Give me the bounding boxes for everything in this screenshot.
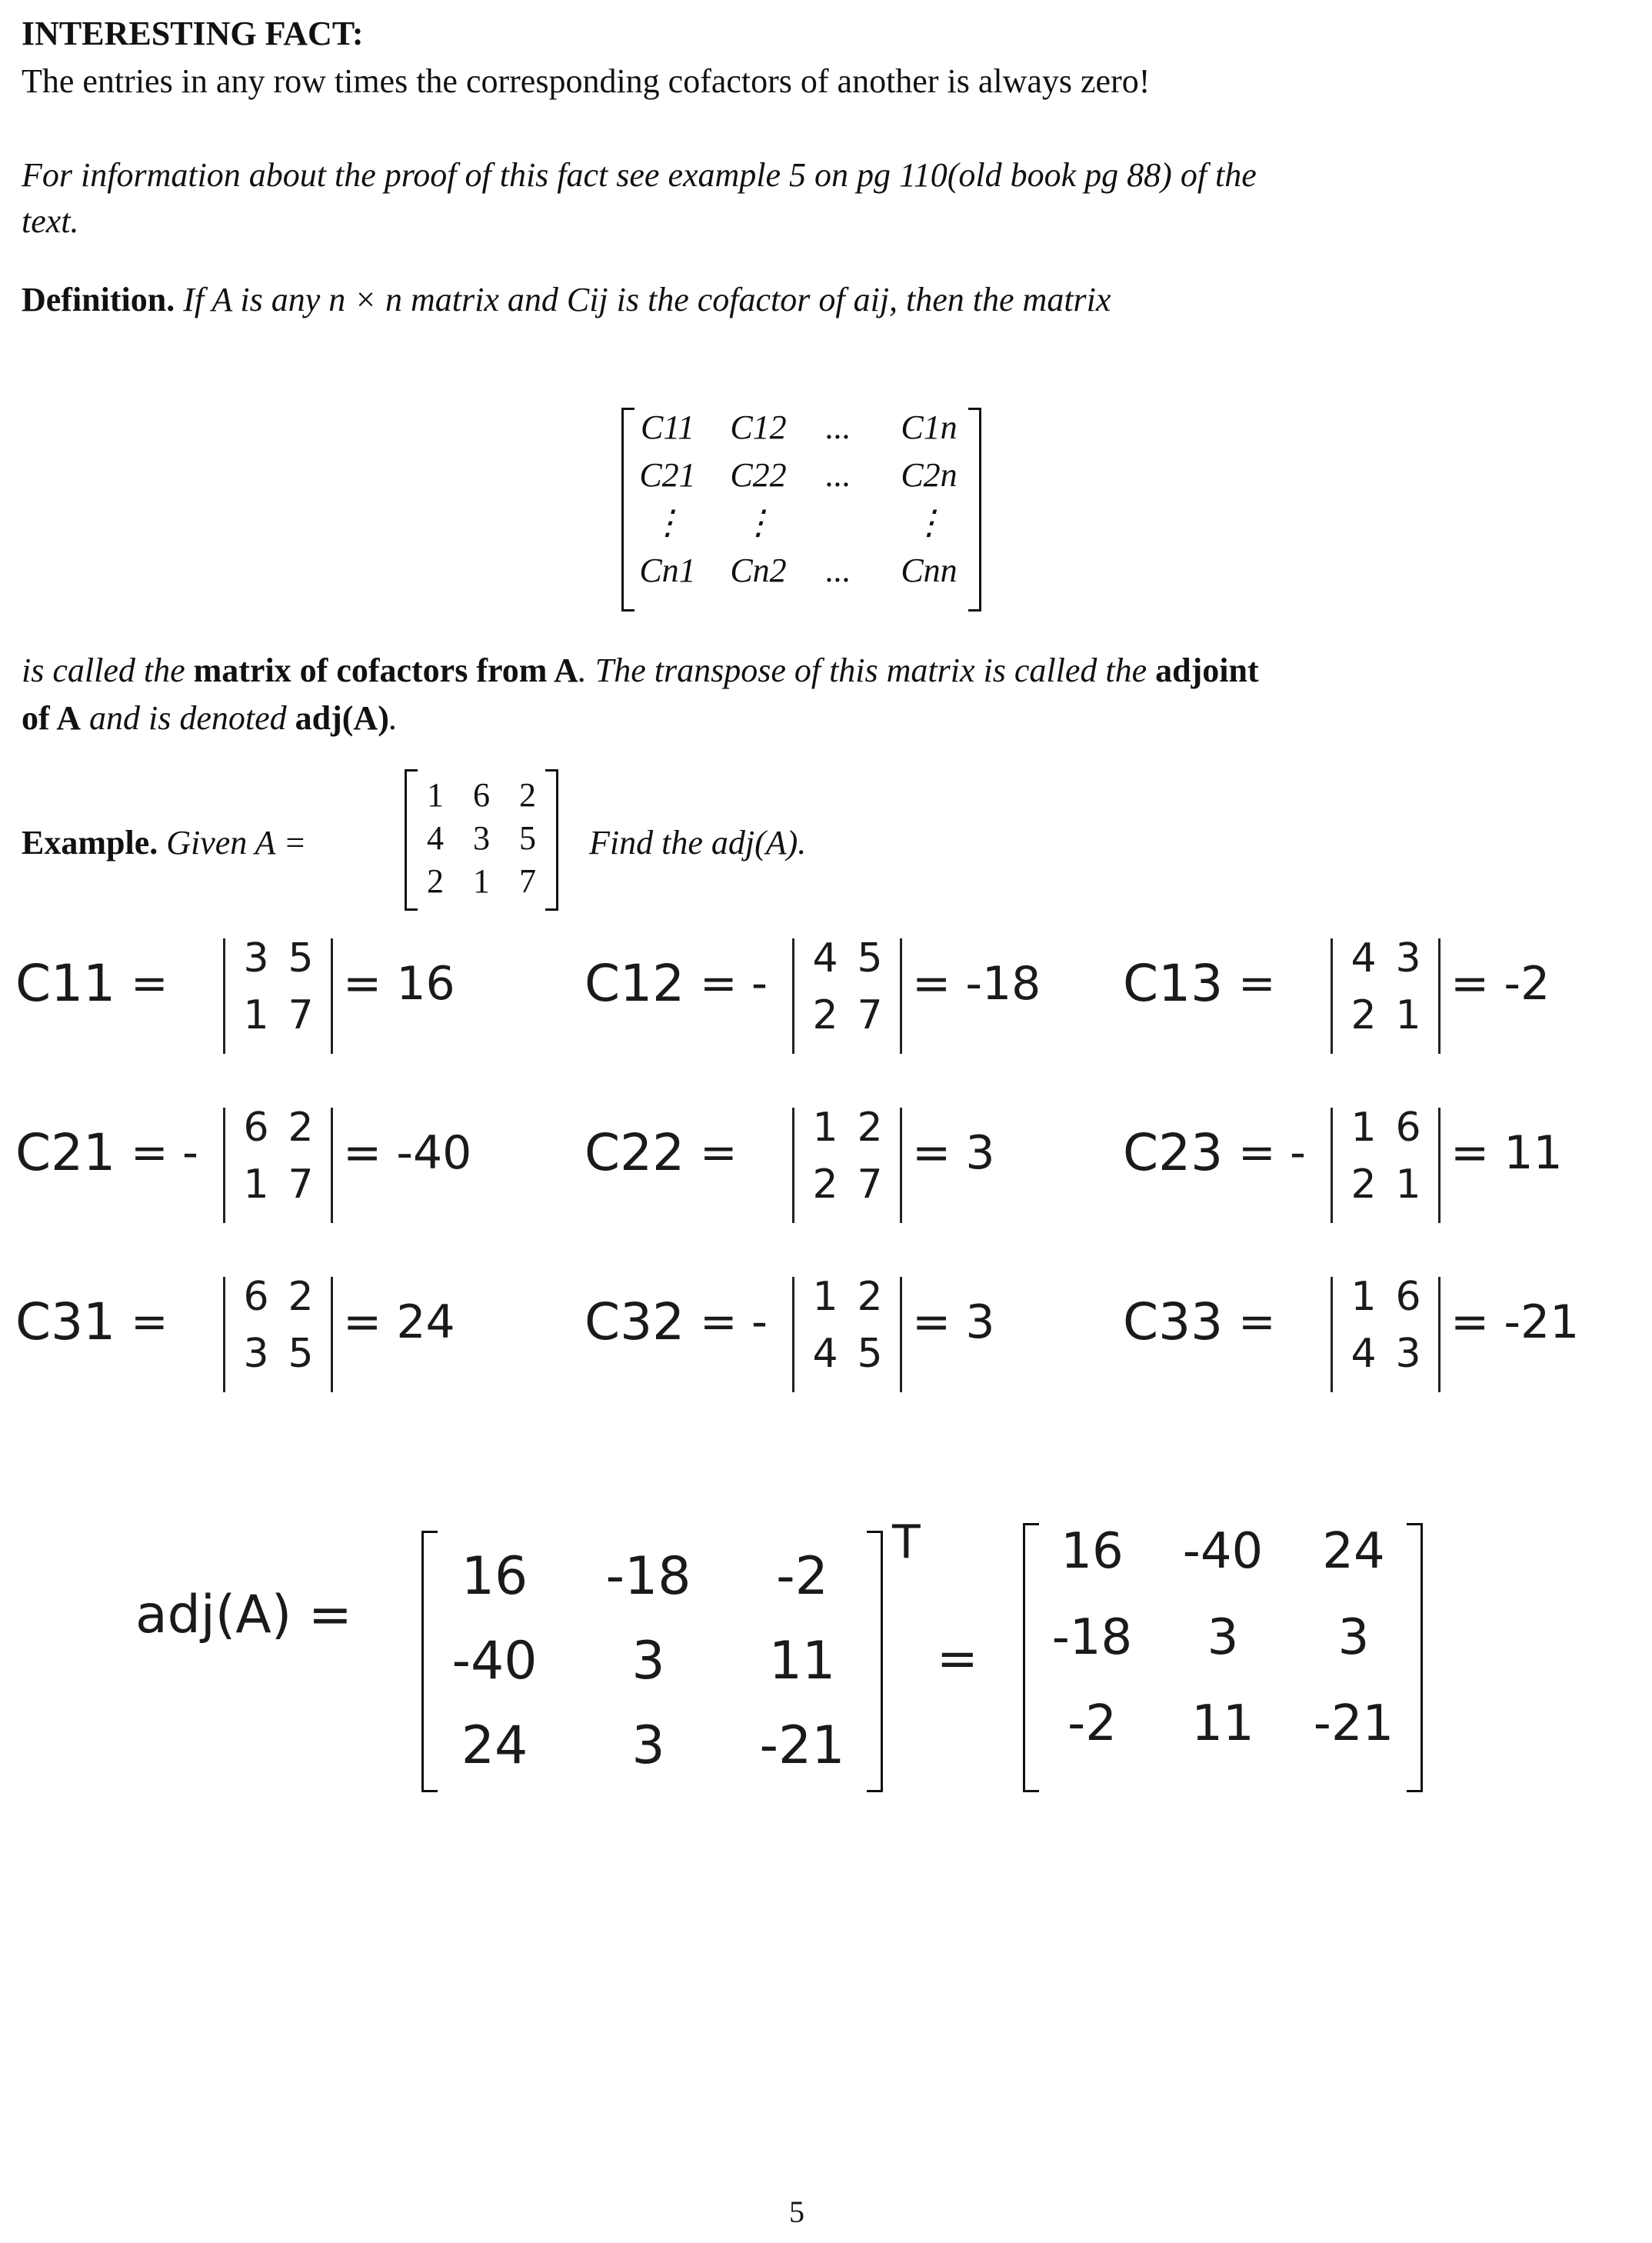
cofactor-matrix <box>621 408 981 612</box>
matrix-cell: 6 <box>473 776 490 814</box>
determinant-entry: 2 <box>857 1274 883 1320</box>
determinant-bar-left <box>223 1108 225 1223</box>
cofactor-name: C13 <box>1123 954 1224 1013</box>
called-line-2 <box>22 695 398 742</box>
matrix-cell: ... <box>825 408 851 446</box>
determinant-bar-right <box>331 1108 333 1223</box>
matrix-cell: 3 <box>473 819 490 857</box>
determinant-entry: 1 <box>1395 1161 1421 1208</box>
cofactor-result: = -2 <box>1450 957 1550 1011</box>
cofactor-sign: = <box>700 1126 738 1178</box>
matrix-cell: 3 <box>631 1631 665 1691</box>
determinant-entry: 1 <box>243 992 269 1038</box>
determinant-entry: 2 <box>812 1161 838 1208</box>
determinant-entry: 1 <box>1351 1105 1377 1151</box>
matrix-cell: 11 <box>768 1631 836 1691</box>
cofactor-c22 <box>585 1092 1107 1254</box>
determinant-entry: 5 <box>288 1331 314 1377</box>
matrix-cell: 2 <box>519 776 536 814</box>
determinant-entry: 2 <box>812 992 838 1038</box>
matrix-cell: ⋮ <box>912 504 946 542</box>
cofactor-sign: = - <box>1238 1126 1306 1178</box>
determinant-entry: 1 <box>1395 992 1421 1038</box>
determinant-entry: 1 <box>1351 1274 1377 1320</box>
cofactor-matrix-cells <box>621 408 981 612</box>
cofactor-result: = -18 <box>912 957 1041 1011</box>
matrix-cell: -40 <box>1182 1523 1264 1580</box>
adj-label: adj(A) = <box>135 1585 352 1645</box>
matrix-cell: C21 <box>639 456 696 494</box>
determinant-entry: 2 <box>857 1105 883 1151</box>
matrix-cell: Cn1 <box>639 552 696 589</box>
term-adjoint: adjoint <box>1155 652 1259 689</box>
determinant-entry: 3 <box>1395 935 1421 982</box>
matrix-cell: ⋮ <box>741 504 775 542</box>
cofactor-result-matrix <box>421 1531 883 1792</box>
cofactor-result: = 11 <box>1450 1126 1563 1180</box>
cofactor-result: = 24 <box>343 1295 455 1349</box>
cofactor-c11 <box>15 923 538 1085</box>
matrix-cell: -2 <box>776 1546 828 1607</box>
definition-label: Definition. <box>22 281 175 318</box>
cofactor-c13 <box>1123 923 1646 1085</box>
matrix-cell: ... <box>825 552 851 589</box>
matrix-cell: C11 <box>640 408 695 446</box>
cofactor-sign: = <box>1238 1295 1276 1348</box>
determinant-bar-right <box>900 1108 902 1223</box>
matrix-cell: Cn2 <box>730 552 787 589</box>
called-line-1 <box>22 648 1259 694</box>
matrix-cell: -21 <box>759 1715 845 1776</box>
cofactor-result-cells <box>421 1531 883 1792</box>
determinant-entry: 7 <box>857 992 883 1038</box>
cofactor-c33 <box>1123 1261 1646 1423</box>
cofactor-sign: = <box>1238 957 1276 1009</box>
determinant-bar-left <box>1331 938 1333 1054</box>
determinant-entry: 1 <box>812 1105 838 1151</box>
determinant-bar-right <box>1438 938 1441 1054</box>
cofactor-name: C21 <box>15 1123 116 1182</box>
determinant-entry: 4 <box>1351 1331 1377 1377</box>
determinant-entry: 4 <box>1351 935 1377 982</box>
determinant-entry: 3 <box>1395 1331 1421 1377</box>
determinant-entry: 2 <box>288 1105 314 1151</box>
determinant-bar-right <box>900 1277 902 1392</box>
cofactor-name: C12 <box>585 954 685 1013</box>
determinant-entry: 6 <box>1395 1105 1421 1151</box>
cofactor-result: = -40 <box>343 1126 472 1180</box>
determinant-entry: 1 <box>812 1274 838 1320</box>
adjoint-result-matrix <box>1023 1523 1423 1792</box>
cofactor-result: = 3 <box>912 1295 995 1349</box>
cofactor-c21 <box>15 1092 538 1254</box>
cofactor-computations <box>0 923 1652 1446</box>
matrix-cell: -18 <box>1051 1609 1133 1666</box>
called-text-4: . <box>388 699 398 737</box>
cofactor-sign: = - <box>700 957 768 1009</box>
cofactor-sign: = <box>131 1295 168 1348</box>
definition <box>22 277 1111 323</box>
matrix-cell: 3 <box>1337 1609 1370 1666</box>
matrix-cell: 24 <box>1322 1523 1385 1580</box>
matrix-cell: 5 <box>519 819 536 857</box>
matrix-cell: ⋮ <box>651 504 684 542</box>
matrix-cell: 1 <box>473 862 490 900</box>
matrix-cell: 24 <box>461 1715 528 1776</box>
determinant-bar-left <box>792 1277 794 1392</box>
determinant-bar-right <box>1438 1108 1441 1223</box>
determinant-bar-right <box>331 938 333 1054</box>
cofactor-name: C22 <box>585 1123 685 1182</box>
example-given: Given A = <box>166 824 307 862</box>
determinant-entry: 7 <box>857 1161 883 1208</box>
determinant-bar-left <box>792 938 794 1054</box>
cofactor-result: = 3 <box>912 1126 995 1180</box>
cofactor-c32 <box>585 1261 1107 1423</box>
called-text-3: and is denoted <box>81 699 295 737</box>
matrix-cell: 4 <box>427 819 444 857</box>
determinant-entry: 6 <box>1395 1274 1421 1320</box>
determinant-bar-right <box>1438 1277 1441 1392</box>
matrix-cell: C12 <box>730 408 787 446</box>
determinant-entry: 2 <box>288 1274 314 1320</box>
cofactor-result: = 16 <box>343 957 455 1011</box>
determinant-entry: 6 <box>243 1105 269 1151</box>
cofactor-name: C32 <box>585 1292 685 1351</box>
determinant-entry: 4 <box>812 1331 838 1377</box>
matrix-cell: C22 <box>730 456 787 494</box>
matrix-cell: 7 <box>519 862 536 900</box>
matrix-cell: -2 <box>1067 1695 1117 1752</box>
example-label: Example. <box>22 824 158 862</box>
matrix-cell: 11 <box>1191 1695 1254 1752</box>
info-line-1: For information about the proof of this fact see example 5 on pg 110(old book pg 88) of the <box>22 156 1257 194</box>
matrix-cell: 16 <box>1061 1523 1124 1580</box>
cofactor-sign: = - <box>700 1295 768 1348</box>
cofactor-sign: = <box>131 957 168 1009</box>
matrix-cell: Cnn <box>901 552 958 589</box>
matrix-cell: ... <box>825 456 851 494</box>
determinant-entry: 7 <box>288 992 314 1038</box>
transpose-mark: T <box>892 1515 921 1569</box>
cofactor-name: C33 <box>1123 1292 1224 1351</box>
page-number: 5 <box>789 2195 804 2229</box>
determinant-bar-left <box>223 1277 225 1392</box>
cofactor-name: C31 <box>15 1292 116 1351</box>
adjoint-result-cells <box>1023 1523 1423 1792</box>
cofactor-name: C11 <box>15 954 116 1013</box>
determinant-entry: 2 <box>1351 1161 1377 1208</box>
called-text-1: is called the <box>22 652 194 689</box>
cofactor-c12 <box>585 923 1107 1085</box>
example-find: Find the adj(A). <box>589 824 807 862</box>
determinant-entry: 1 <box>243 1161 269 1208</box>
determinant-bar-left <box>792 1108 794 1223</box>
matrix-cell: 16 <box>461 1546 528 1607</box>
determinant-bar-left <box>1331 1108 1333 1223</box>
called-text-2: . The transpose of this matrix is called the <box>578 652 1156 689</box>
determinant-entry: 7 <box>288 1161 314 1208</box>
cofactor-name: C23 <box>1123 1123 1224 1182</box>
example-line <box>22 820 306 866</box>
determinant-entry: 5 <box>857 935 883 982</box>
term-adj-a: adj(A) <box>295 699 389 737</box>
matrix-cell: -40 <box>451 1631 538 1691</box>
determinant-bar-right <box>331 1277 333 1392</box>
example-matrix-cells <box>405 769 558 911</box>
matrix-cell: C2n <box>901 456 958 494</box>
matrix-cell: 1 <box>427 776 444 814</box>
term-matrix-of-cofactors: matrix of cofactors from A <box>193 652 578 689</box>
matrix-cell: 3 <box>631 1715 665 1776</box>
matrix-cell: C1n <box>901 408 958 446</box>
cofactor-sign: = - <box>131 1126 198 1178</box>
info-line-2: text. <box>22 202 79 240</box>
determinant-entry: 5 <box>288 935 314 982</box>
example-matrix <box>405 769 558 911</box>
determinant-entry: 3 <box>243 1331 269 1377</box>
determinant-bar-left <box>1331 1277 1333 1392</box>
determinant-entry: 3 <box>243 935 269 982</box>
cofactor-c23 <box>1123 1092 1646 1254</box>
determinant-bar-left <box>223 938 225 1054</box>
determinant-entry: 2 <box>1351 992 1377 1038</box>
heading: INTERESTING FACT: <box>22 15 364 52</box>
matrix-cell: -21 <box>1313 1695 1394 1752</box>
cofactor-result: = -21 <box>1450 1295 1580 1349</box>
matrix-cell: 3 <box>1207 1609 1239 1666</box>
term-of-a: of A <box>22 699 81 737</box>
cofactor-c31 <box>15 1261 538 1423</box>
matrix-cell: -18 <box>605 1546 691 1607</box>
equals-sign: = <box>937 1631 978 1688</box>
fact-text: The entries in any row times the corresponding cofactors of another is always zero! <box>22 62 1151 100</box>
determinant-entry: 6 <box>243 1274 269 1320</box>
determinant-entry: 4 <box>812 935 838 982</box>
matrix-cell: 2 <box>427 862 444 900</box>
definition-text: If A is any n × n matrix and Cij is the cofactor of aij, then the matrix <box>183 281 1111 318</box>
determinant-entry: 5 <box>857 1331 883 1377</box>
determinant-bar-right <box>900 938 902 1054</box>
